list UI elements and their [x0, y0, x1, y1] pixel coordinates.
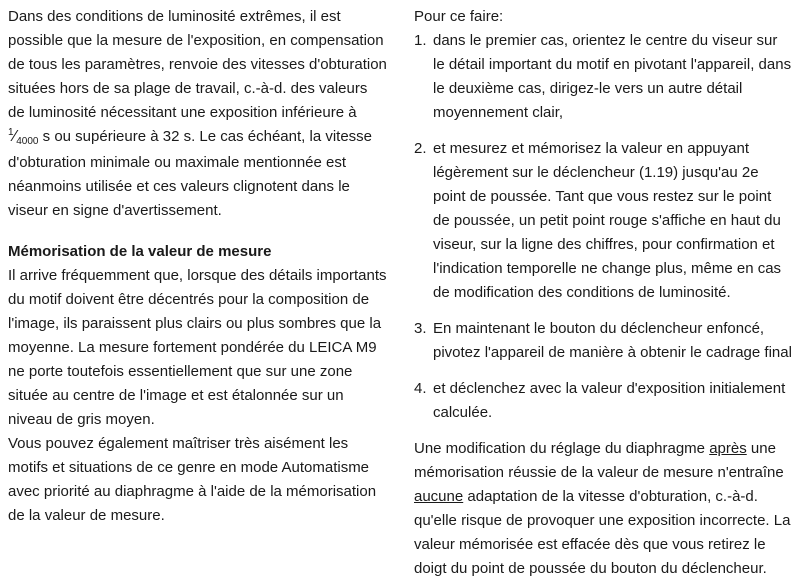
closing-text-a: Une modification du réglage du diaphragme: [414, 440, 710, 457]
list-item: [414, 377, 792, 425]
section-heading: Mémorisation de la valeur de mesure: [8, 243, 272, 260]
list-item: [414, 137, 792, 305]
list-item: [414, 317, 792, 365]
fraction-slash: ⁄: [13, 128, 17, 145]
step-text: et mesurez et mémorisez la valeur en appuyant légèrement sur le déclencheur (1.19) jusqu'au 2e point de poussée. Tant que vous restez sur le point de poussée, un petit point rouge s'affiche en haut du viseur, sur la ligne des chiffres, pour confirmation et l'indication temporelle ne change plus, même en cas de modification des conditions de luminosité.: [433, 140, 782, 301]
para1-text-b: s ou supérieure à 32 s. Le cas échéant, la vitesse d'obturation minimale ou maximale mentionnée est néanmoins utilisée et ces valeurs clignotent dans le viseur en signe d'avertissement.: [8, 128, 373, 219]
underlined-apres: après: [709, 440, 747, 457]
step-number: 3.: [414, 320, 427, 337]
fraction-numerator: 1: [8, 127, 14, 138]
step-number: 4.: [414, 380, 427, 397]
underlined-aucune: aucune: [414, 488, 464, 505]
fraction-denominator: 4000: [16, 136, 39, 147]
step-number: 1.: [414, 32, 427, 49]
exposure-limits-paragraph: [8, 5, 388, 223]
left-column: [8, 5, 388, 528]
step-text: En maintenant le bouton du déclencheur enfoncé, pivotez l'appareil de manière à obtenir le cadrage final: [433, 320, 792, 361]
step-number: 2.: [414, 140, 427, 157]
closing-text-b: une mémorisation réussie de la valeur de mesure n'entraîne: [414, 440, 784, 481]
memorisation-paragraph: Vous pouvez également maîtriser très aisément les motifs et situations de ce genre en mode Automatisme avec priorité au diaphragme à l'aide de la mémorisation de la valeur de mesure.: [8, 435, 377, 524]
para1-text-a: Dans des conditions de luminosité extrêmes, il est possible que la mesure de l'exposition, en compensation de tous les paramètres, renvoie des vitesses d'obturation situées hors de sa plage de travail, c.-à-d. des valeurs de luminosité nécessitant une exposition inférieure à: [8, 8, 387, 121]
steps-list: [414, 29, 792, 425]
closing-paragraph: [414, 437, 792, 581]
right-column: [414, 5, 792, 581]
metering-paragraph: Il arrive fréquemment que, lorsque des détails importants du motif doivent être décentrés pour la composition de l'image, ils paraissent plus clairs ou plus sombres que la moyenne. La mesure fortement pondérée du LEICA M9 ne porte toutefois essentiellement que sur une zone située au centre de l'image et est étalonnée sur un niveau de gris moyen.: [8, 267, 387, 428]
step-text: dans le premier cas, orientez le centre du viseur sur le détail important du motif en pivotant l'appareil, dans le deuxième cas, dirigez-le vers un autre détail moyennement clair,: [433, 32, 792, 121]
closing-text-c: adaptation de la vitesse d'obturation, c.-à-d. qu'elle risque de provoquer une exposition incorrecte. La valeur mémorisée est effacée dès que vous retirez le doigt du point de poussée du bouton du déclencheur.: [414, 488, 791, 577]
steps-intro: Pour ce faire:: [414, 8, 504, 25]
list-item: [414, 29, 792, 125]
step-text: et déclenchez avec la valeur d'exposition initialement calculée.: [433, 380, 786, 421]
